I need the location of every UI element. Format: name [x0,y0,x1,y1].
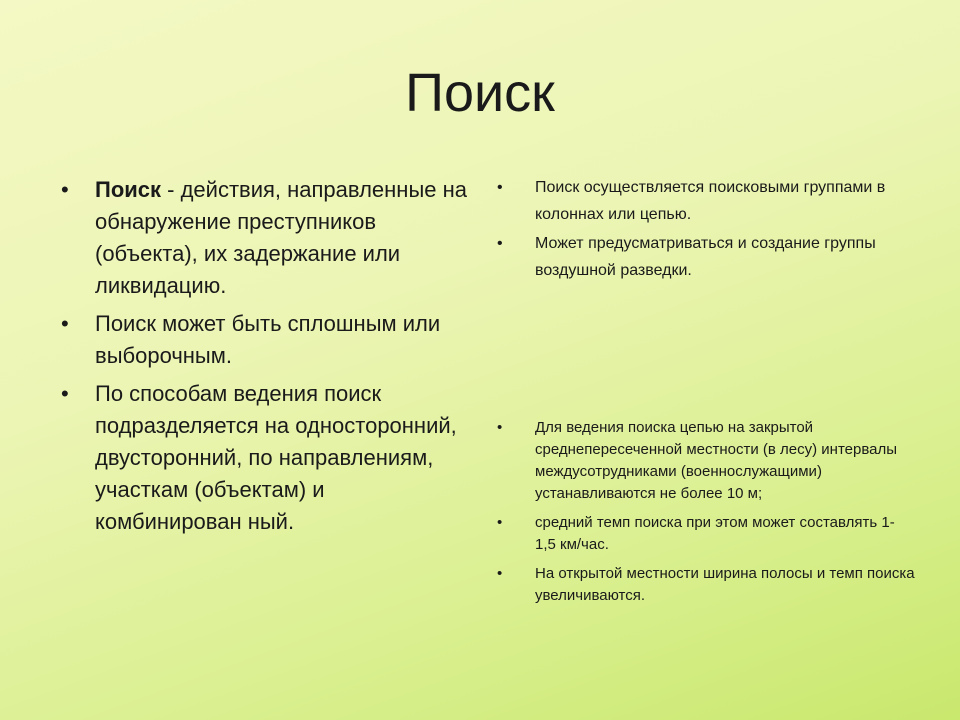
right-top-bullet-list [497,174,915,286]
item-text: Для ведения поиска цепью на закрытой среднепересеченной местности (в лесу) интервалы междусотрудниками (военнослужащими) устанавливаются не более 10 м; [535,419,898,502]
item-text: Поиск может быть сплошным или выборочным. [95,311,441,368]
item-text: По способам ведения поиск подразделяется на односторонний, двусторонний, по направлениям, участкам (объектам) и комбинирован ный. [95,381,457,534]
bullet-icon: • [61,311,69,336]
bullet-icon: • [497,419,503,436]
item-text: На открытой местности ширина полосы и темп поиска увеличиваются. [535,565,915,604]
term-bold: Поиск [95,177,162,202]
bullet-icon: • [497,565,503,582]
item-text: Поиск осуществляется поисковыми группами в колоннах или цепью. [535,179,886,223]
item-text: Может предусматриваться и создание группы воздушной разведки. [535,235,876,279]
list-item [497,563,915,607]
bullet-icon: • [61,381,69,406]
right-bottom-bullet-list [497,417,915,614]
bullet-icon: • [61,177,69,202]
list-item [497,417,915,505]
bullet-icon: • [497,235,503,252]
slide-title: Поиск [405,63,555,123]
list-item [61,308,475,372]
list-item [497,230,915,284]
list-item [497,174,915,228]
list-item [497,512,915,556]
item-text: - действия, направленные на обнаружение преступников (объекта), их задержание или ликвидацию. [95,177,468,298]
bullet-icon: • [497,179,503,196]
item-text: средний темп поиска при этом может составлять 1-1,5 км/час. [535,514,895,553]
list-item [61,174,475,302]
left-bullet-list [61,174,475,544]
list-item [61,378,475,538]
bullet-icon: • [497,514,503,531]
